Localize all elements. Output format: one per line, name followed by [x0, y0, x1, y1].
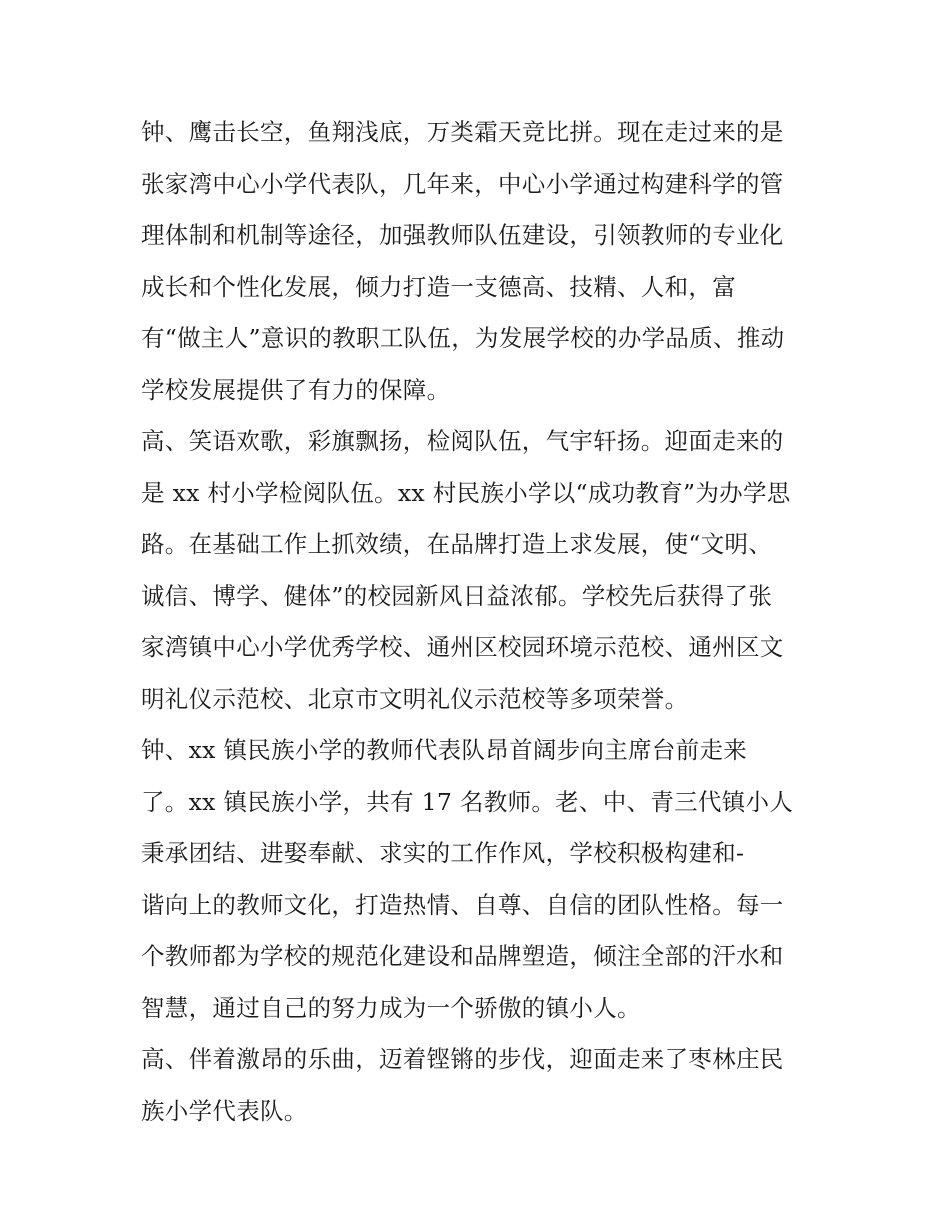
text-line: 诚信、博学、健体”的校园新风日益浓郁。学校先后获得了张 [141, 581, 773, 610]
text-line: 理体制和机制等途径，加强教师队伍建设，引领教师的专业化 [141, 221, 784, 249]
text-line: 路。在基础工作上抓效绩，在品牌打造上求发展，使“文明、 [141, 530, 773, 558]
text-line: 张家湾中心小学代表队，几年来，中心小学通过构建科学的管 [141, 169, 784, 198]
text-line: 族小学代表队。 [141, 1096, 308, 1125]
text-line: 学校发展提供了有力的保障。 [141, 375, 451, 404]
text-line: 智慧，通过自己的努力成为一个骄傲的镇小人。 [141, 993, 641, 1022]
text-line: 钟、鹰击长空，鱼翔浅底，万类霜天竞比拼。现在走过来的是 [141, 118, 784, 146]
text-line: 是 xx 村小学检阅队伍。xx 村民族小学以“成功教育”为办学思 [141, 478, 791, 507]
text-line: 个教师都为学校的规范化建设和品牌塑造，倾注全部的汗水和 [141, 942, 784, 970]
text-line: 高、伴着激昂的乐曲，迈着铿锵的步伐，迎面走来了枣林庄民 [141, 1045, 784, 1073]
text-line: 明礼仪示范校、北京市文明礼仪示范校等多项荣誉。 [141, 684, 689, 713]
text-line: 了。xx 镇民族小学，共有 17 名教师。老、中、青三代镇小人 [141, 787, 794, 816]
text-line: 谐向上的教师文化，打造热情、自尊、自信的团队性格。每一 [141, 890, 784, 919]
text-line: 钟、xx 镇民族小学的教师代表队昂首阔步向主席台前走来 [141, 736, 748, 764]
body-text [141, 107, 821, 1137]
text-line: 家湾镇中心小学优秀学校、通州区校园环境示范校、通州区文 [141, 633, 784, 661]
text-line: 秉承团结、进娶奉献、求实的工作作风，学校积极构建和- [141, 839, 745, 867]
text-line: 高、笑语欢歌，彩旗飘扬，检阅队伍，气宇轩扬。迎面走来的 [141, 427, 784, 455]
text-line: 成长和个性化发展，倾力打造一支德高、技精、人和，富 [141, 272, 736, 301]
text-line: 有“做主人”意识的教职工队伍，为发展学校的办学品质、推动 [141, 324, 785, 352]
